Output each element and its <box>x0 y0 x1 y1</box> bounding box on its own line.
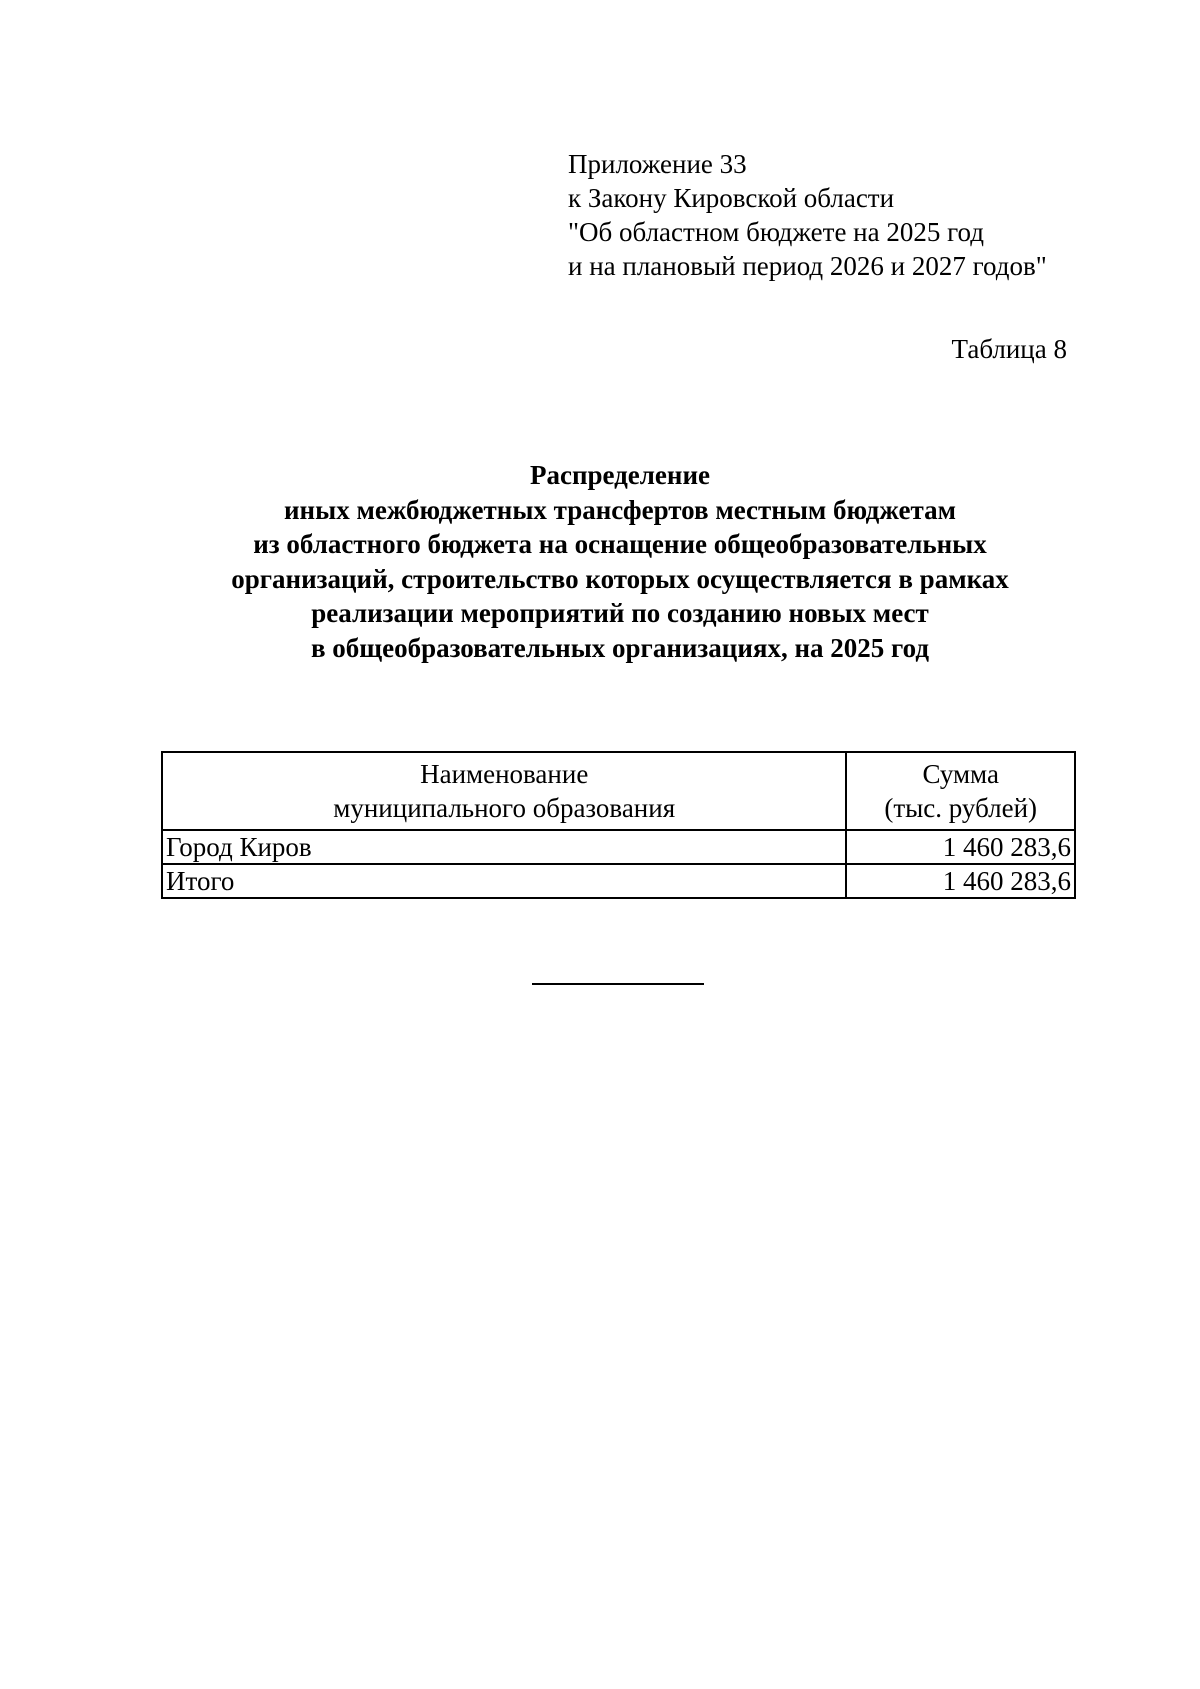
title-line: Распределение <box>529 460 711 490</box>
header-municipality <box>162 752 846 830</box>
header-amount-line: Сумма <box>922 759 999 789</box>
table-header-row <box>162 752 1075 830</box>
annex-line: и на плановый период 2026 и 2027 годов" <box>568 251 1047 281</box>
annex-line: Приложение 33 <box>568 149 747 179</box>
header-amount <box>846 752 1075 830</box>
table-row <box>162 830 1075 864</box>
row-amount: 1 460 283,6 <box>846 830 1075 864</box>
header-amount-line: (тыс. рублей) <box>884 793 1038 823</box>
annex-line: к Закону Кировской области <box>568 183 895 213</box>
annex-line: "Об областном бюджете на 2025 год <box>568 217 984 247</box>
title-line: иных межбюджетных трансфертов местным бюджетам <box>284 494 956 525</box>
header-municipality-line: Наименование <box>420 759 589 789</box>
total-label: Итого <box>162 864 846 898</box>
row-municipality-name: Город Киров <box>162 830 846 864</box>
distribution-table <box>161 751 1076 899</box>
end-separator-line <box>532 983 704 985</box>
total-amount: 1 460 283,6 <box>846 864 1075 898</box>
annex-reference <box>568 147 1047 283</box>
title-line: из областного бюджета на оснащение общеобразовательных <box>253 529 987 559</box>
title-line: реализации мероприятий по созданию новых мест <box>311 598 929 628</box>
header-municipality-line: муниципального образования <box>333 793 676 823</box>
document-title <box>160 458 1080 665</box>
table-row-total <box>162 864 1075 898</box>
title-line: организаций, строительство которых осуществляется в рамках <box>231 563 1009 594</box>
title-line: в общеобразовательных организациях, на 2025 год <box>310 632 930 663</box>
table-number: Таблица 8 <box>951 334 1067 364</box>
